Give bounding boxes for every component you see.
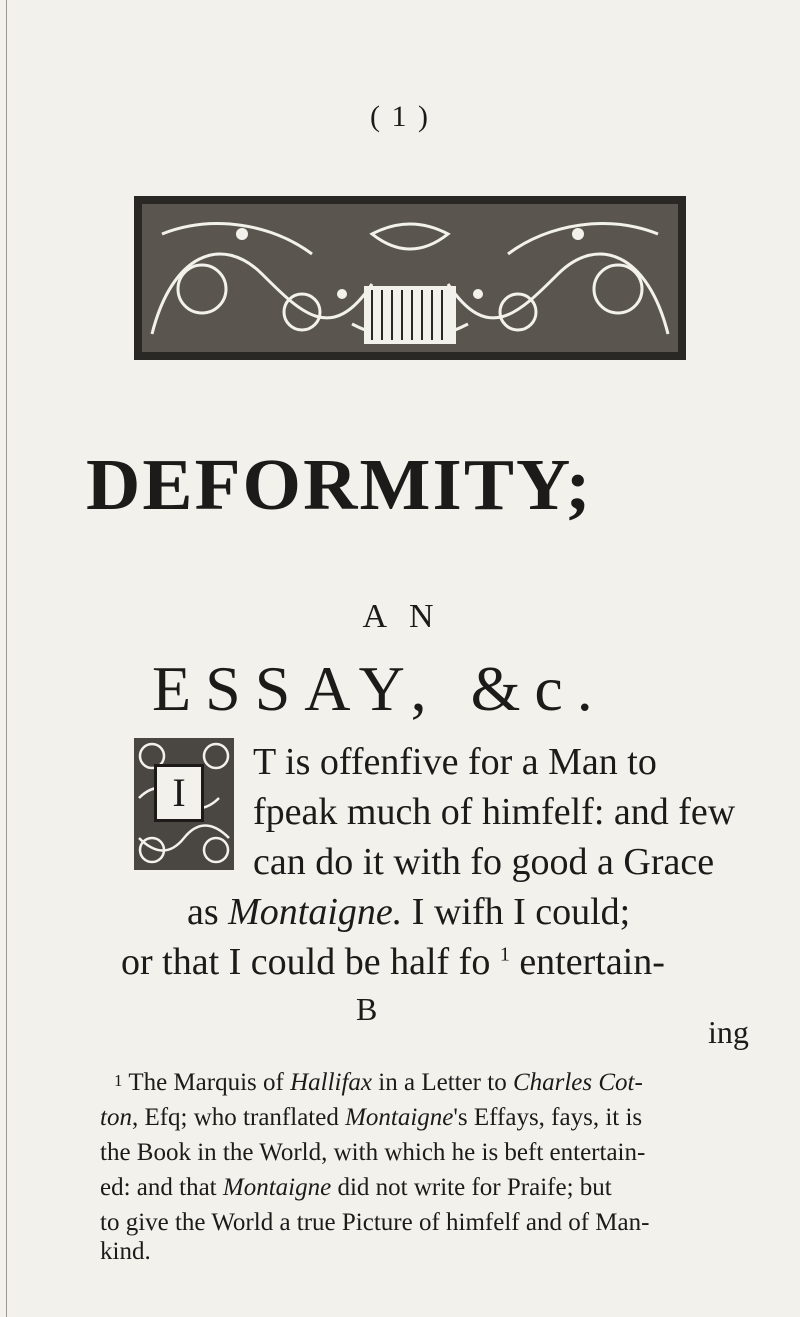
footnote-line-6: kind. <box>100 1238 151 1265</box>
footnote-line-1: $^1$ The Marquis of Hallifax in a Letter to Charles Cot- <box>114 1069 643 1096</box>
body-line-3: can do it with fo good a Grace <box>253 841 715 883</box>
footnote-line-2: ton, Efq; who tranflated Montaigne's Effays, fays, it is <box>100 1104 643 1131</box>
footnote <box>100 1068 780 1266</box>
footnote-line-4: ed: and that Montaigne did not write for Praife; but <box>100 1174 612 1201</box>
body-line-1: T is offenfive for a Man to <box>253 741 657 783</box>
body-line-4: as Montaigne. I wifh I could; <box>187 891 631 933</box>
body-line-2: fpeak much of himfelf: and few <box>253 791 736 833</box>
decorated-initial <box>134 738 234 870</box>
page-number: ( 1 ) <box>370 100 430 133</box>
footnote-line-3: the Book in the World, with which he is beft entertain- <box>100 1139 646 1166</box>
catchword: ing <box>708 1014 749 1050</box>
title-an: AN <box>362 598 456 635</box>
title-essay: ESSAY, &c. <box>152 653 607 724</box>
title-deformity: DEFORMITY; <box>86 444 593 525</box>
page-edge-rule <box>6 0 7 1317</box>
ornamental-headpiece <box>132 194 688 362</box>
initial-letter: I <box>154 764 204 822</box>
footnote-line-5: to give the World a true Picture of himfelf and of Man- <box>100 1209 650 1236</box>
signature-mark: B <box>356 991 378 1027</box>
body-line-5: or that I could be half fo $^1$ entertain- <box>121 941 665 983</box>
